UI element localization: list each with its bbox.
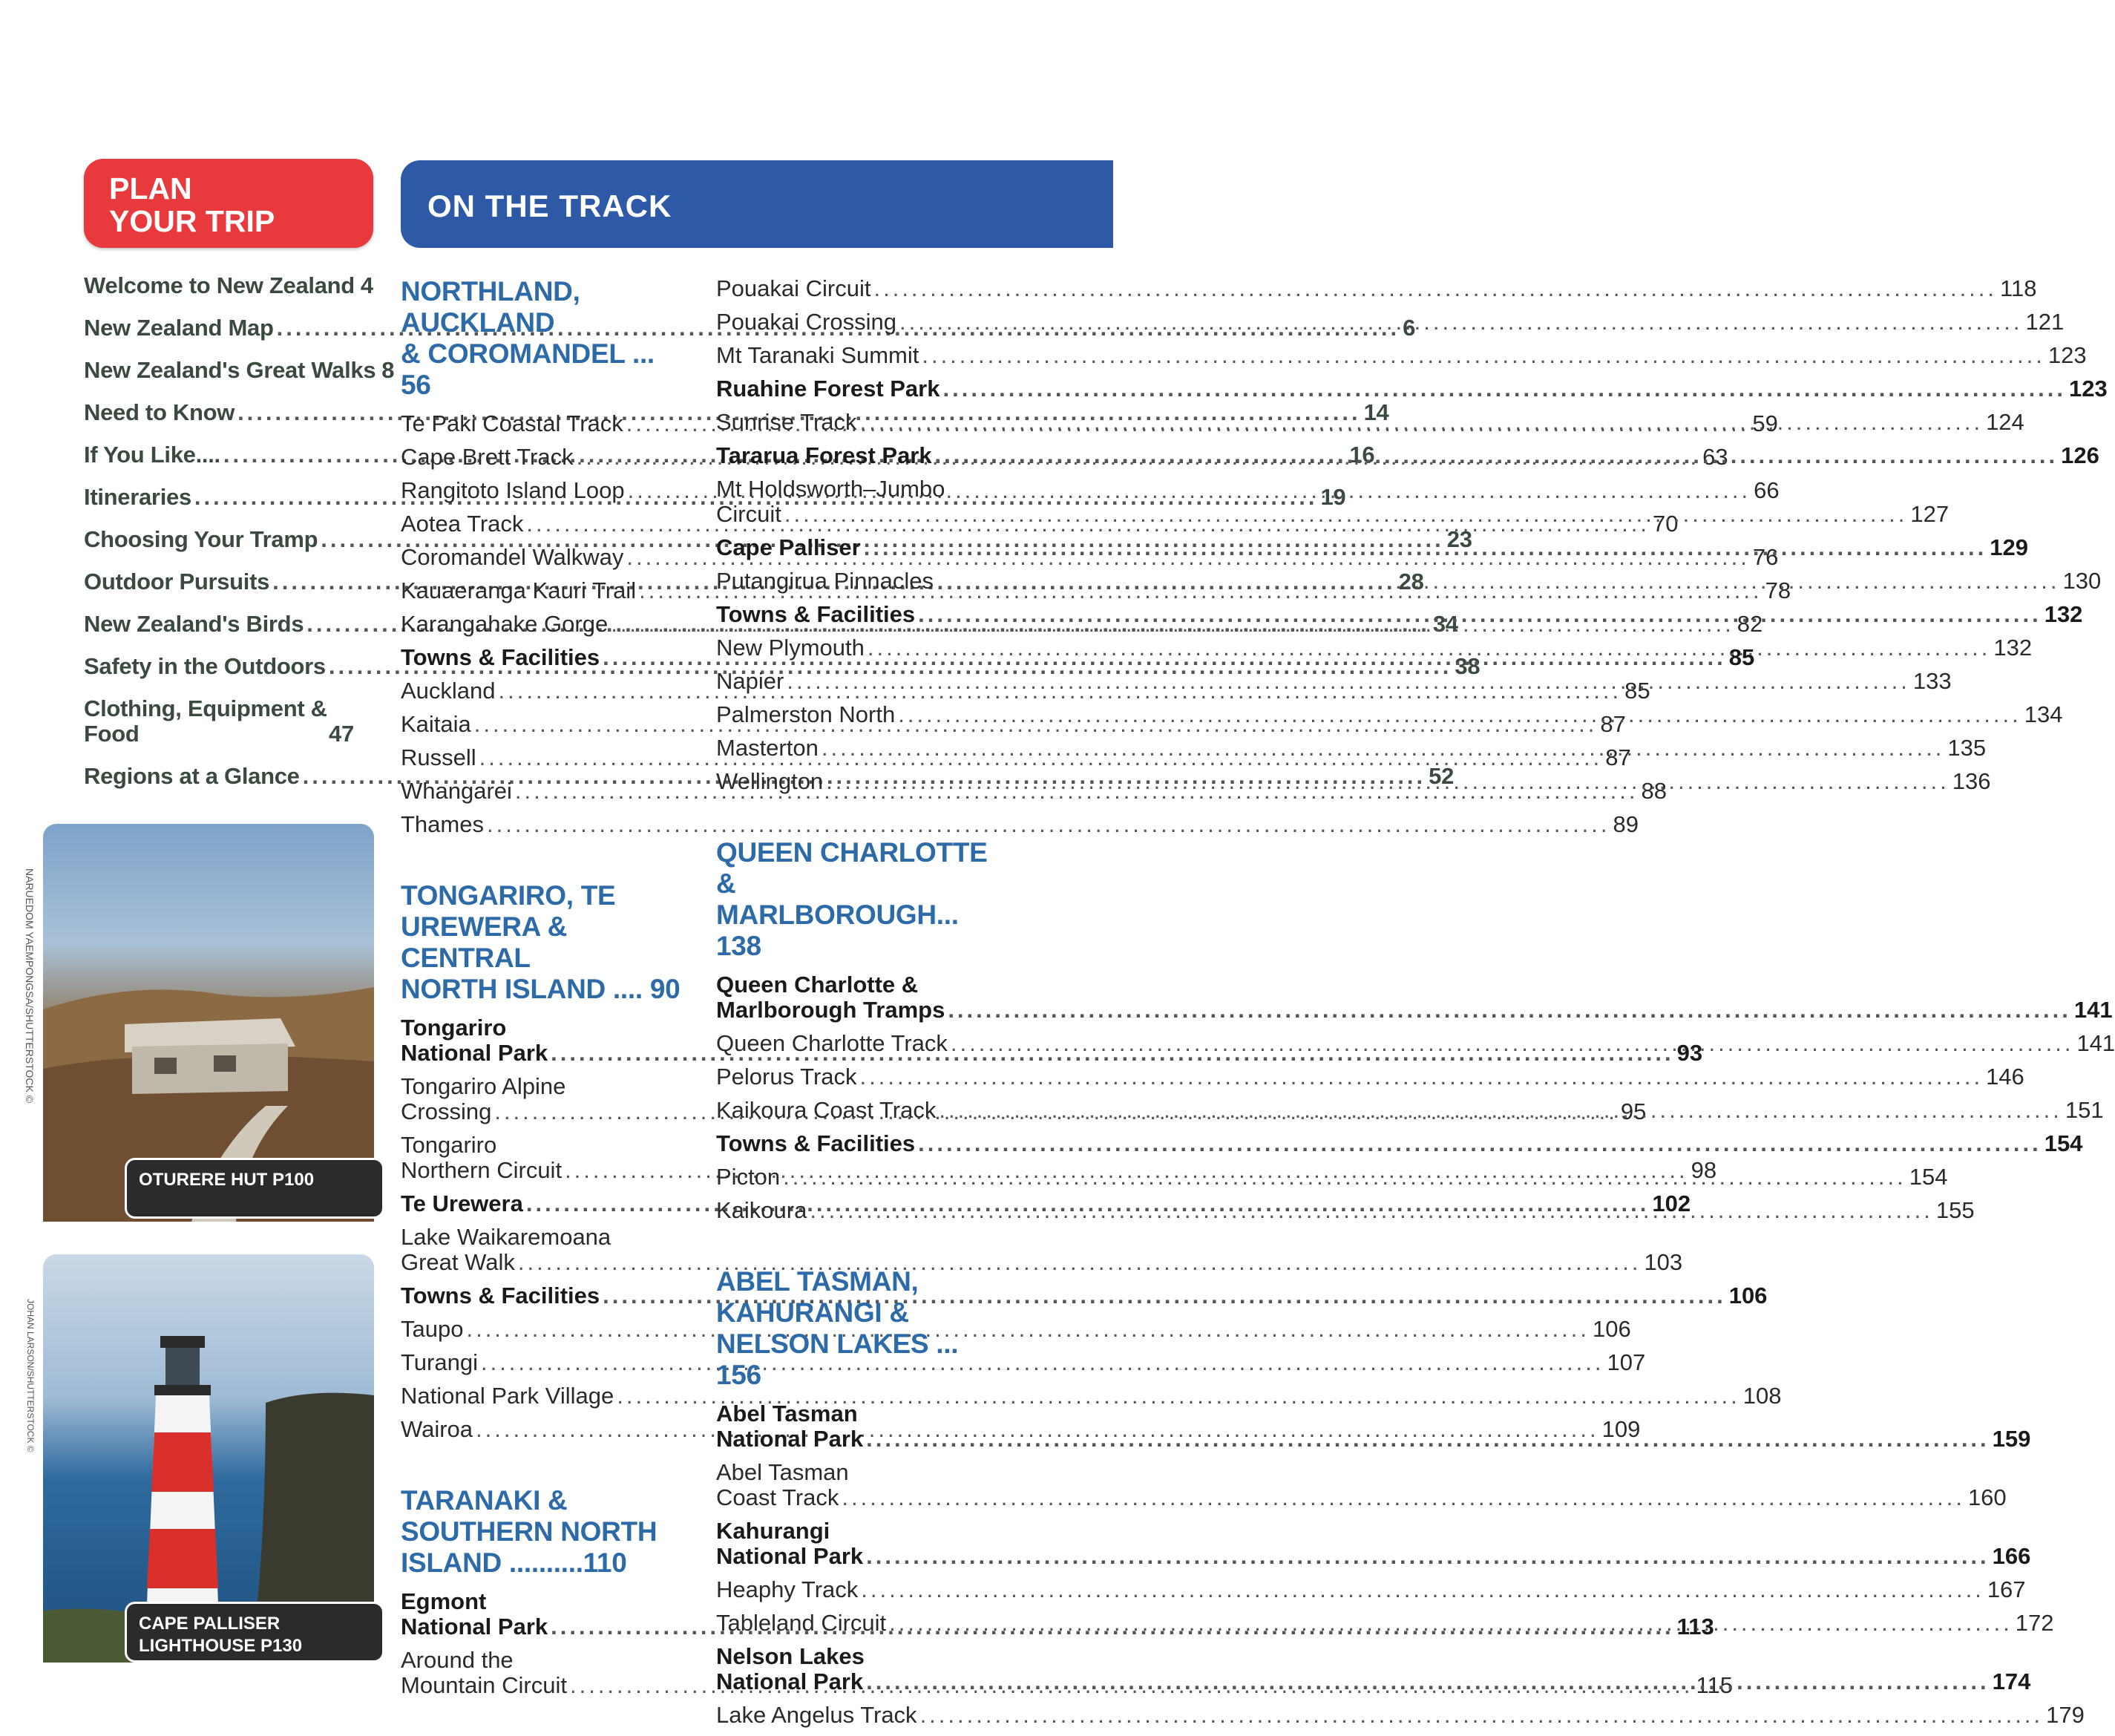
toc-entry[interactable]: Queen Charlotte & Marlborough Tramps ..... 141 [716,972,1000,1023]
toc-entry[interactable]: Tongariro National Park ..... 93 [401,1015,684,1066]
toc-entry[interactable]: Towns & Facilities ..... 85 [401,645,684,670]
toc-entry[interactable]: Auckland ..... 85 [401,678,684,704]
photo2-credit: JOHAN LARSON/SHUTTERSTOCK © [25,1299,36,1452]
toc-entry[interactable]: Towns & Facilities ..... 154 [716,1131,1000,1156]
toc-entry[interactable]: Kauaeranga Kauri Trail ..... 78 [401,578,684,603]
toc-entry[interactable]: Egmont National Park ..... 113 [401,1589,684,1640]
toc-entry[interactable]: If You Like.... ..... 16 [84,442,370,468]
section-heading-abel-tasman[interactable]: ABEL TASMAN, KAHURANGI & NELSON LAKES ... 156 [716,1266,959,1390]
toc-entry[interactable]: Pouakai Crossing ..... 121 [716,309,1000,335]
toc-entry[interactable]: Queen Charlotte Track ..... 141 [716,1031,1000,1056]
toc-entry[interactable]: Abel Tasman National Park ..... 159 [716,1401,1000,1452]
toc-entry[interactable]: Lake Angelus Track ..... 179 [716,1703,1000,1728]
toc-entry[interactable]: Clothing, Equipment & Food 47 [84,695,354,747]
toc-entry[interactable]: Russell ..... 87 [401,745,684,770]
toc-entry[interactable]: Towns & Facilities ..... 132 [716,602,1000,627]
toc-entry[interactable]: Safety in the Outdoors ..... 38 [84,654,370,679]
toc-entry[interactable]: Tableland Circuit ..... 172 [716,1611,1000,1636]
section-heading-queen-charlotte[interactable]: QUEEN CHARLOTTE & MARLBOROUGH... 138 [716,837,988,961]
photo2-caption: CAPE PALLISER LIGHTHOUSE P130 [125,1602,384,1663]
toc-entry[interactable]: Tongariro Northern Circuit ..... 98 [401,1133,684,1183]
toc-entry[interactable]: Sunrise Track ..... 124 [716,410,1000,435]
toc-entry[interactable]: Putangirua Pinnacles ..... 130 [716,569,1000,594]
section-heading-tongariro[interactable]: TONGARIRO, TE UREWERA & CENTRAL NORTH ISLAND .... 90 [401,880,681,1004]
toc-entry[interactable]: Aotea Track ..... 70 [401,511,684,537]
toc-entry[interactable]: New Zealand Map ..... 6 [84,315,370,341]
toc-entry[interactable]: Pouakai Circuit ..... 118 [716,276,1000,301]
toc-entry[interactable]: Mt Holdsworth–Jumbo Circuit ..... 127 [716,476,1000,527]
toc-entry[interactable]: Regions at a Glance ..... 52 [84,764,370,789]
toc-entry[interactable]: Lake Waikaremoana Great Walk ..... 103 [401,1225,684,1275]
toc-entry[interactable]: Kahurangi National Park ..... 166 [716,1519,1000,1569]
toc-entry[interactable]: New Zealand's Great Walks 8 [84,357,395,383]
toc-entry[interactable]: Kaikoura Coast Track ..... 151 [716,1098,1000,1123]
toc-entry[interactable]: Tongariro Alpine Crossing ..... 95 [401,1074,684,1124]
toc-entry[interactable]: Welcome to New Zealand 4 [84,272,373,298]
toc-entry[interactable]: Kaikoura ..... 155 [716,1198,1000,1223]
toc-entry[interactable]: Wairoa ..... 109 [401,1417,684,1442]
toc-entry[interactable]: Turangi ..... 107 [401,1350,684,1375]
toc-entry[interactable]: Around the Mountain Circuit ..... 115 [401,1648,684,1698]
toc-entry[interactable]: Ruahine Forest Park ..... 123 [716,376,1000,402]
toc-entry[interactable]: Napier ..... 133 [716,669,1000,694]
on-the-track-banner [401,160,1113,248]
toc-entry[interactable]: Towns & Facilities ..... 106 [401,1283,684,1308]
toc-entry[interactable]: Pelorus Track ..... 146 [716,1064,1000,1090]
toc-entry[interactable]: Taupo ..... 106 [401,1317,684,1342]
toc-entry[interactable]: New Plymouth ..... 132 [716,635,1000,661]
toc-entry[interactable]: New Zealand's Birds ..... 34 [84,612,370,637]
toc-entry[interactable]: Masterton ..... 135 [716,736,1000,761]
toc-entry[interactable]: Abel Tasman Coast Track ..... 160 [716,1460,1000,1510]
toc-entry[interactable]: Cape Palliser ..... 129 [716,535,1000,560]
banner-line-1: PLAN [109,171,192,206]
banner-track-title: ON THE TRACK [427,189,672,223]
section-heading-taranaki[interactable]: TARANAKI & SOUTHERN NORTH ISLAND ..........110 [401,1485,658,1578]
toc-entry[interactable]: Coromandel Walkway ..... 76 [401,545,684,570]
toc-entry[interactable]: Picton ..... 154 [716,1165,1000,1190]
toc-entry[interactable]: Heaphy Track ..... 167 [716,1577,1000,1602]
toc-entry[interactable]: Cape Brett Track ..... 63 [401,445,684,470]
toc-entry[interactable]: Tararua Forest Park ..... 126 [716,443,1000,468]
toc-entry[interactable]: National Park Village ..... 108 [401,1383,684,1409]
toc-entry[interactable]: Thames ..... 89 [401,812,684,837]
toc-entry[interactable]: Need to Know ..... 14 [84,400,370,425]
toc-entry[interactable]: Itineraries ..... 19 [84,485,370,510]
toc-entry[interactable]: Outdoor Pursuits ..... 28 [84,569,370,595]
toc-entry[interactable]: Wellington ..... 136 [716,769,1000,794]
toc-entry[interactable]: Karangahake Gorge ..... 82 [401,612,684,637]
toc-entry[interactable]: Choosing Your Tramp ..... 23 [84,527,370,552]
toc-entry[interactable]: Kaitaia ..... 87 [401,712,684,737]
toc-entry[interactable]: Palmerston North ..... 134 [716,702,1000,727]
toc-entry[interactable]: Mt Taranaki Summit ..... 123 [716,343,1000,368]
photo1-credit: NARUEDOM YAEMPONGSA/SHUTTERSTOCK © [24,868,36,1104]
banner-line-2: YOUR TRIP [109,204,275,238]
toc-entry[interactable]: Nelson Lakes National Park ..... 174 [716,1644,1000,1694]
toc-entry[interactable]: Te Urewera ..... 102 [401,1191,684,1216]
toc-entry[interactable]: Te Paki Coastal Track ..... 59 [401,411,684,436]
toc-entry[interactable]: Rangitoto Island Loop ..... 66 [401,478,684,503]
plan-your-trip-banner [84,159,373,248]
photo1-caption: OTURERE HUT P100 [125,1158,384,1219]
toc-entry[interactable]: Whangarei ..... 88 [401,779,684,804]
section-heading-northland[interactable]: NORTHLAND, AUCKLAND & COROMANDEL ... 56 [401,276,655,400]
